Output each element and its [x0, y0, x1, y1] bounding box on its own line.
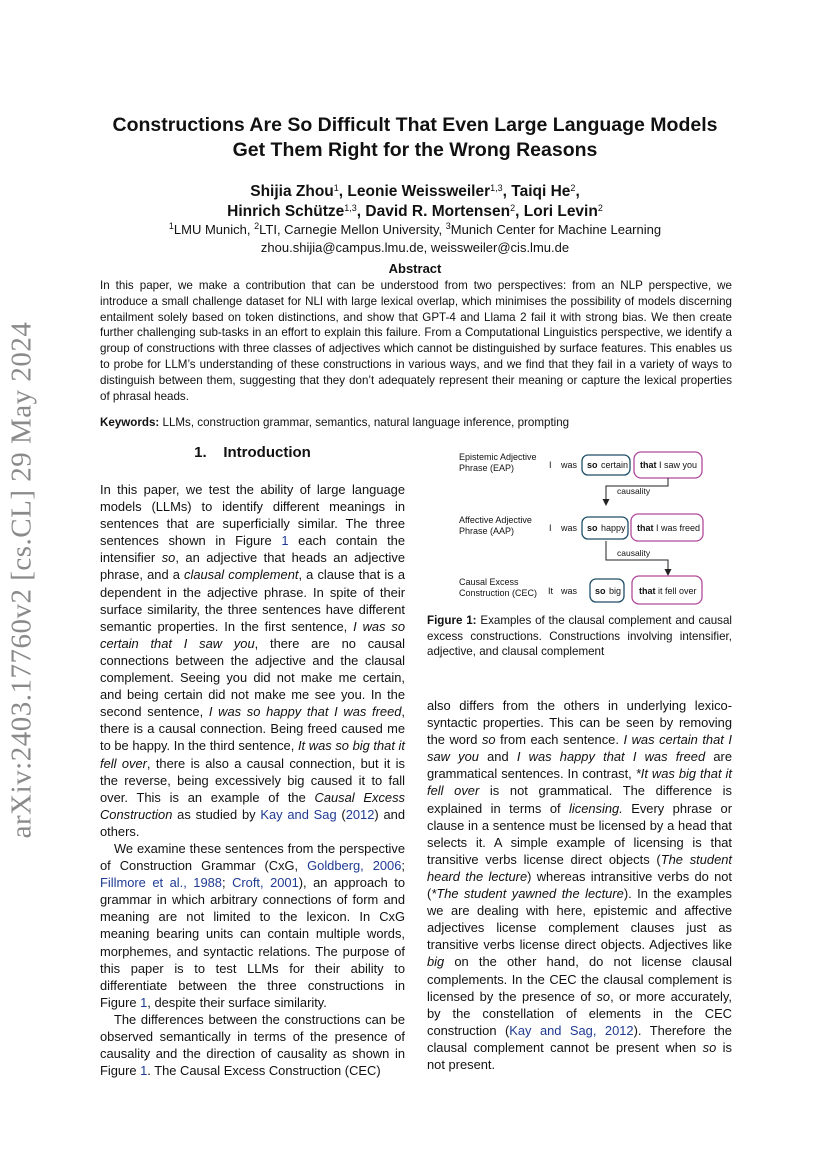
affil-mark: 2 [254, 221, 260, 231]
text-run: ) whereas intransitive verbs do not ( [427, 868, 732, 902]
complementizer-that: that [639, 586, 656, 596]
citation-link[interactable]: Kay and Sag [260, 806, 337, 822]
abstract-heading: Abstract [388, 261, 442, 276]
text-run: ; [401, 858, 405, 874]
row-label-line2: Construction (CEC) [459, 588, 538, 598]
adjective-word: certain [601, 460, 629, 470]
text-run: *The student yawned the lecture [431, 886, 624, 902]
text-run: are grammatical sentences. In contrast, [427, 749, 732, 782]
author-name: Leonie Weissweiler [347, 183, 491, 200]
complementizer-that: that [637, 523, 654, 533]
left-column [100, 481, 405, 1079]
text-run: ; [221, 875, 233, 891]
text-run: The student heard the lecture [427, 851, 732, 884]
affil-text: LTI, Carnegie Mellon University, [259, 222, 446, 237]
text-run: In this paper, we test the ability of large language models (LLMs) to identify different meanings in sentences that are superficially similar. The three sentences shown in Figure [100, 482, 405, 549]
paragraph-1 [100, 481, 405, 840]
text-run: so [596, 988, 611, 1004]
text-run: ( [336, 806, 346, 822]
keywords [100, 416, 732, 429]
adjective-word: big [609, 586, 622, 596]
keywords-label: Keywords: [100, 416, 160, 429]
text-run: is not grammatical. The difference is explained in terms of [427, 783, 732, 816]
causality-arrow-cec [606, 541, 668, 575]
citation-link[interactable]: Croft, 2001 [232, 875, 299, 891]
text-run: licensing. [569, 800, 623, 816]
clause-text: it fell over [658, 586, 697, 596]
text-run: , there are no causal connections between the adjective and the clausal complement. Seeing you did not make me certain, and being certain did not make me see you. In the second sentence, [100, 635, 405, 720]
citation-link[interactable]: 2012 [345, 806, 375, 822]
text-run: , or more accurately, by the constellation of elements in the CEC construction ( [427, 988, 732, 1038]
clause-text: I saw you [659, 460, 698, 470]
author-name: David R. Mortensen [365, 203, 511, 220]
text-run: We examine these sentences from the perspective of Construction Grammar (CxG, [100, 840, 405, 874]
title-line-2: Get Them Right for the Wrong Reasons [232, 139, 598, 161]
row-subject: It [548, 586, 554, 596]
author-emails: zhou.shijia@campus.lmu.de, weissweiler@cis.lmu.de [260, 240, 570, 255]
figure-ref-link[interactable]: 1 [140, 994, 148, 1010]
text-run: ). In the examples we are dealing with here, epistemic and affective adjectives license complement clauses just as transitive verbs license direct objects. Adjectives like [427, 886, 732, 953]
text-run: on the other hand, do not license clausal complements. In the CEC the clausal complement is licensed by the presence of [427, 954, 732, 1004]
text-run: from each sentence. [495, 732, 624, 748]
text-run: It was so big that it fell over [100, 738, 405, 771]
affil-text: LMU Munich, [173, 222, 255, 237]
paragraph-4 [427, 697, 732, 1073]
arxiv-identifier-text: arXiv:2403.17760v2 [cs.CL] 29 May 2024 [5, 321, 38, 839]
text-run: ) and others. [100, 806, 405, 839]
citation-link[interactable]: Fillmore et al., 1988 [100, 875, 222, 891]
affil-mark: 1 [168, 221, 174, 231]
text-run: so [702, 1039, 717, 1055]
author-list: Shijia Zhou$^1$, Leonie Weissweiler$^{1,3}$, Taiqi He$^2$, Hinrich Schütze$^{1,3}$, David R. Mortensen$^2$, Lori Levin$^2$ [227, 183, 603, 220]
title-line-1: Constructions Are So Difficult That Even Large Language Models [112, 114, 718, 136]
row-label-line2: Phrase (EAP) [459, 463, 515, 473]
text-run: *It was big that it fell over [427, 766, 733, 799]
author-affil-mark: 1,3 [344, 203, 357, 213]
figure-ref-link[interactable]: 1 [281, 533, 289, 549]
text-run: , despite their surface similarity. [147, 994, 327, 1010]
paragraph-2 [100, 840, 405, 1011]
figure-1-diagram [427, 448, 732, 608]
section-title: Introduction [223, 444, 311, 461]
author-affil-mark: 2 [597, 203, 603, 213]
text-run: is not present. [427, 1039, 732, 1072]
text-run: as studied by [172, 806, 261, 822]
row-verb: was [561, 586, 578, 596]
paper-title [90, 113, 740, 163]
section-number: 1. [194, 444, 207, 461]
section-heading [100, 444, 405, 461]
row-verb: was [561, 523, 578, 533]
author-name: Hinrich Schütze [227, 203, 345, 220]
text-run: each contain the intensifier [100, 533, 405, 566]
author-affil-mark: 2 [510, 203, 516, 213]
citation-link[interactable]: Goldberg, 2006 [307, 858, 402, 874]
text-run: , there is a causal connection. Being freed caused me to be happy. In the third sentence, [100, 704, 405, 754]
right-column [427, 697, 732, 1073]
row-subject: I [549, 523, 552, 533]
author-affil-mark: 1 [333, 183, 339, 193]
abstract-text: In this paper, we make a contribution that can be understood from two perspectives: from an NLP perspective, we introduce a small challenge dataset for NLI with large lexical overlap, which minimises the possibility of models discerning entailment solely based on token distinctions, and show that GPT-4 and Llama 2 fail it with strong bias. We then create further challenging sub-tasks in an effort to explain this failure. From a Computational Linguistics perspective, we identify a group of constructions with three classes of adjectives which cannot be distinguished by surface features. This enables us to probe for LLM’s understanding of these constructions in various ways, and we find that they fail in a variety of ways to distinguish between them, suggesting that they don’t adequately represent their meaning or capture the lexical properties of phrasal heads. [100, 279, 732, 403]
figure-caption [427, 613, 732, 660]
row-label-line1: Causal Excess [459, 577, 519, 587]
text-run: I was certain that I saw you [427, 732, 732, 765]
clause-text: I was freed [656, 523, 701, 533]
text-run: clausal complement [184, 567, 299, 583]
row-label-line1: Epistemic Adjective [459, 452, 537, 462]
complementizer-that: that [640, 460, 657, 470]
text-run: . The Causal Excess Construction (CEC) [147, 1063, 381, 1079]
figure-ref-link[interactable]: 1 [140, 1063, 148, 1079]
text-run: I was happy that I was freed [516, 749, 706, 765]
citation-link[interactable]: Kay and Sag, 2012 [509, 1022, 634, 1038]
keywords-text: LLMs, construction grammar, semantics, natural language inference, prompting [159, 416, 570, 429]
row-subject: I [549, 460, 552, 470]
intensifier-so: so [587, 523, 598, 533]
author-name: Taiqi He [511, 183, 571, 200]
author-affil-mark: 1,3 [490, 183, 503, 193]
text-run: so [481, 732, 496, 748]
text-run: ). Therefore the clausal complement cannot be present when [427, 1022, 732, 1055]
row-label-line1: Affective Adjective [459, 515, 532, 525]
author-name: Shijia Zhou [250, 183, 334, 200]
causality-label: causality [617, 548, 651, 558]
figure-caption-text: Examples of the clausal complement and causal excess constructions. Constructions involving intensifier, adjective, and clausal complement [427, 614, 732, 658]
affil-mark: 3 [445, 221, 451, 231]
affil-text: Munich Center for Machine Learning [450, 222, 662, 237]
figure-caption-label: Figure 1: [427, 614, 477, 627]
row-label-line2: Phrase (AAP) [459, 526, 515, 536]
text-run: , there is also a causal connection, but it is the reverse, being excessively big caused it to fall over. This is an example of the [100, 755, 405, 805]
author-name: Lori Levin [523, 203, 598, 220]
causality-label: causality [617, 486, 651, 496]
affiliations [90, 221, 740, 257]
text-run: Causal Excess Construction [100, 789, 405, 822]
text-run: and [478, 749, 517, 765]
text-run: also differs from the others in underlying lexico-syntactic properties. This can be seen by removing the word [427, 698, 732, 748]
author-affil-mark: 2 [570, 183, 576, 193]
text-run: big [427, 954, 445, 970]
text-run: I was so certain that I saw you [100, 618, 405, 651]
row-verb: was [561, 460, 578, 470]
text-run: ), an approach to grammar in which arbitrary connections of form and meaning are not limited to the lexicon. In CxG meaning bearing units can contain multiple words, morphemes, and syntactic relations. The purpose of this paper is to test LLMs for their ability to differentiate between the three constructions in Figure [100, 875, 405, 1010]
adjective-word: happy [601, 523, 626, 533]
text-run: so [161, 550, 176, 566]
intensifier-so: so [595, 586, 606, 596]
text-run: , an adjective that heads an adjective phrase, and a [100, 550, 405, 583]
text-run: Every phrase or clause in a sentence must be licensed by a head that selects it. A simple example of licensing is that transitive verbs license direct objects ( [427, 800, 732, 867]
intensifier-so: so [587, 460, 598, 470]
text-run: The differences between the constructions can be observed semantically in terms of the presence of causality and the direction of causality as shown in Figure [100, 1011, 405, 1079]
text-run: I was so happy that I was freed [208, 704, 402, 720]
text-run: , a clause that is a dependent in the adjective phrase. In spite of their surface similarity, the three sentences have different semantic properties. In the first sentence, [100, 567, 406, 634]
paragraph-3 [100, 1011, 405, 1079]
